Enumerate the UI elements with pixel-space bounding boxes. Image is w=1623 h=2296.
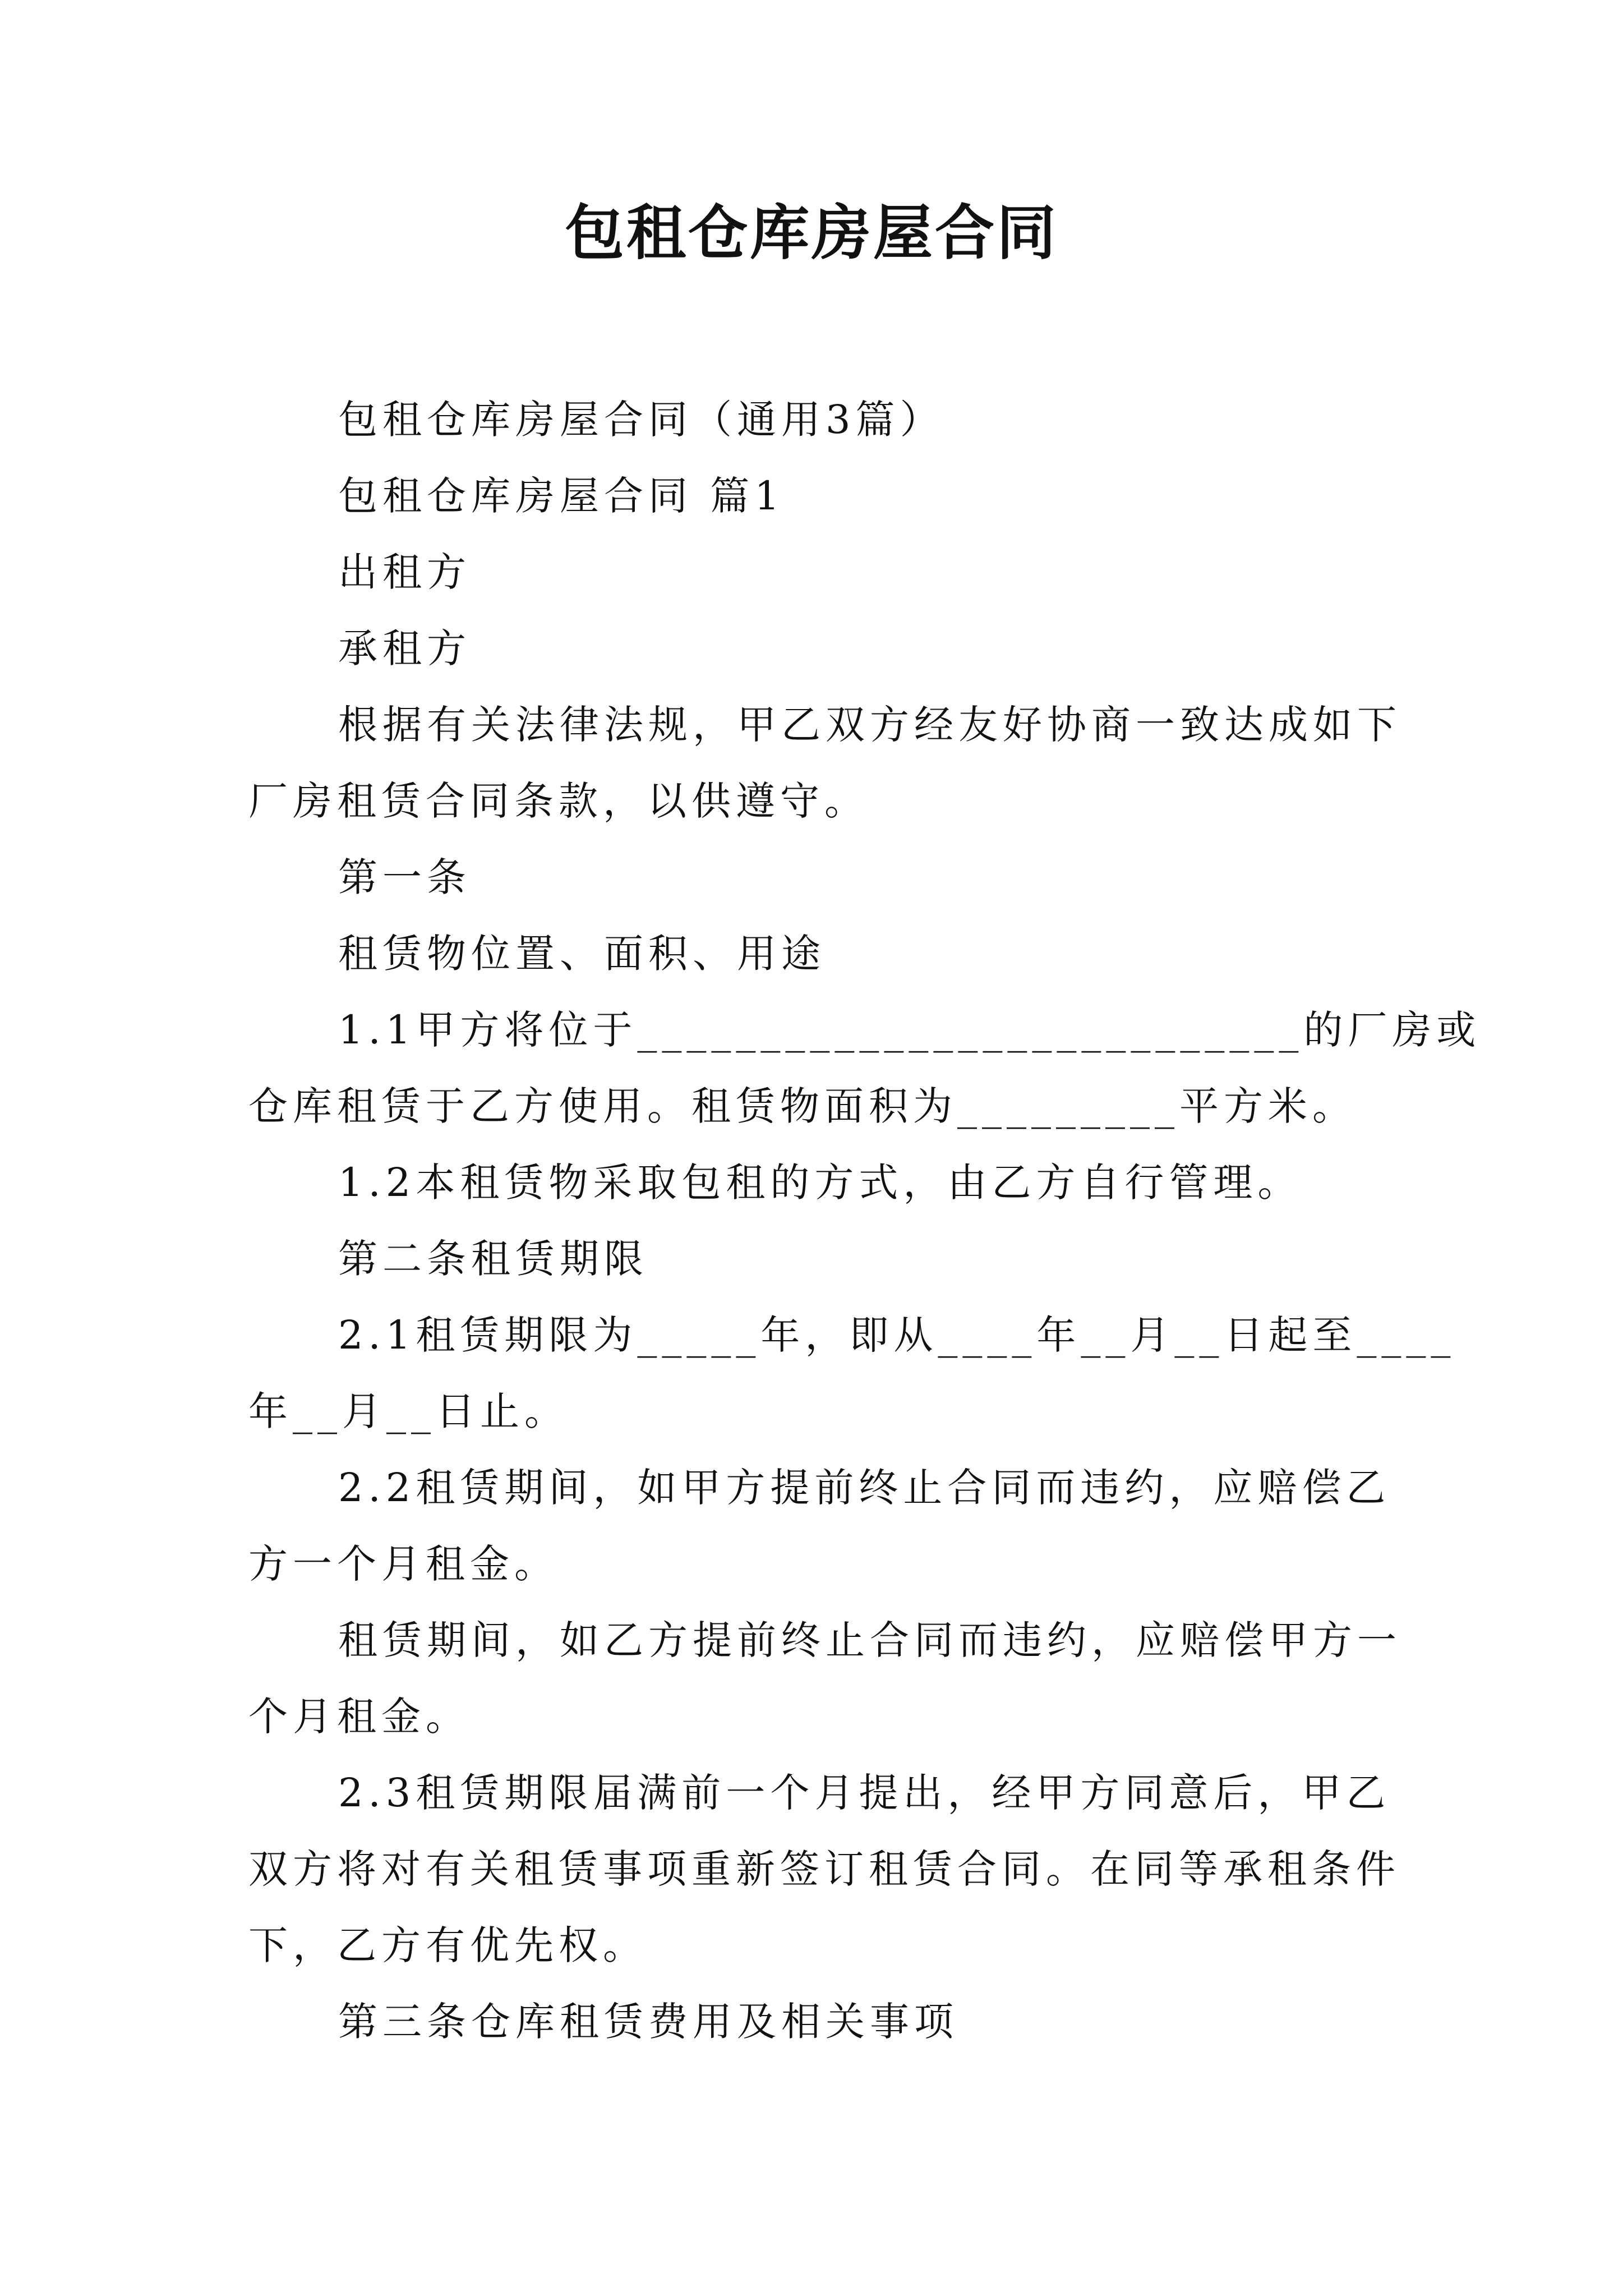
- section-heading: 包租仓库房屋合同 篇1: [338, 473, 785, 519]
- document-body: [248, 381, 1481, 2060]
- paragraph-line: 1.2本租赁物采取包租的方式，由乙方自行管理。: [338, 1159, 1302, 1205]
- subtitle-line: 包租仓库房屋合同（通用3篇）: [338, 397, 944, 443]
- paragraph-line: 方一个月租金。: [248, 1541, 559, 1587]
- lessee-label: 承租方: [338, 625, 471, 671]
- paragraph-line: 2.1租赁期限为_____年，即从____年__月__日起至____: [338, 1312, 1456, 1358]
- paragraph-line: 租赁期间，如乙方提前终止合同而违约，应赔偿甲方一: [338, 1617, 1401, 1663]
- paragraph-line: 仓库租赁于乙方使用。租赁物面积为_________平方米。: [248, 1083, 1357, 1129]
- paragraph-line: 厂房租赁合同条款，以供遵守。: [248, 778, 869, 824]
- lessor-label: 出租方: [338, 549, 471, 595]
- article-heading: 第三条仓库租赁费用及相关事项: [338, 1999, 958, 2045]
- article-heading: 第二条租赁期限: [338, 1236, 648, 1282]
- paragraph-line: 2.3租赁期限届满前一个月提出，经甲方同意后，甲乙: [338, 1770, 1391, 1816]
- article-heading: 第一条: [338, 854, 471, 900]
- paragraph-line: 个月租金。: [248, 1694, 470, 1740]
- document-title: 包租仓库房屋合同: [565, 197, 1058, 268]
- paragraph-line: 2.2租赁期间，如甲方提前终止合同而违约，应赔偿乙: [338, 1465, 1391, 1511]
- paragraph-line: 双方将对有关租赁事项重新签订租赁合同。在同等承租条件: [248, 1846, 1400, 1892]
- paragraph-line: 根据有关法律法规，甲乙双方经友好协商一致达成如下: [338, 702, 1401, 748]
- paragraph-line: 年__月__日止。: [248, 1388, 569, 1434]
- paragraph-line: 下，乙方有优先权。: [248, 1922, 647, 1968]
- article-subheading: 租赁物位置、面积、用途: [338, 931, 826, 977]
- paragraph-line: 1.1甲方将位于___________________________的厂房或: [338, 1007, 1481, 1053]
